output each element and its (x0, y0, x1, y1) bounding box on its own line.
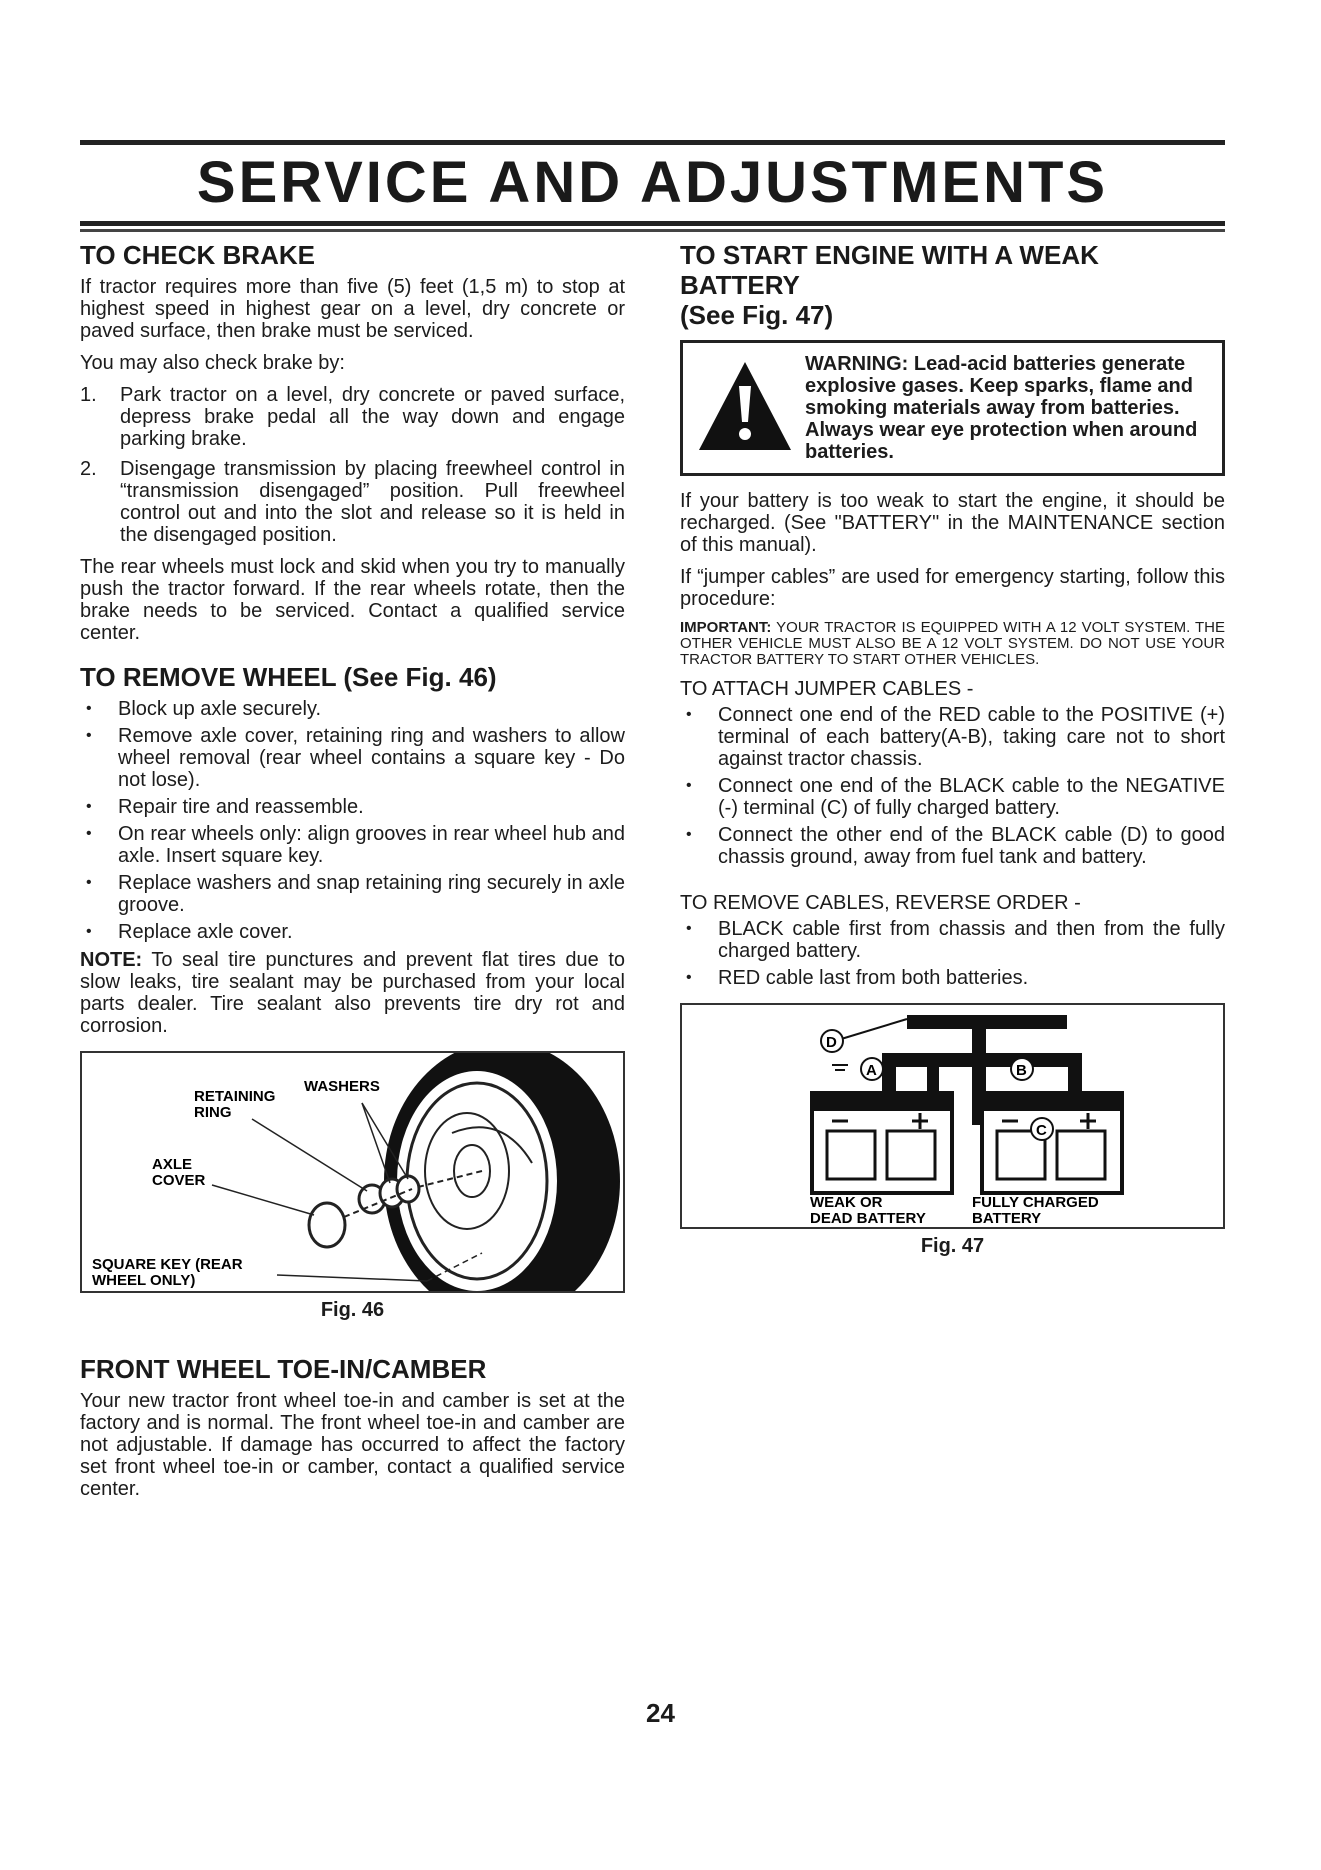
weak-battery-label-1: WEAK OR (810, 1194, 883, 1211)
check-brake-step (80, 458, 625, 546)
important-text: YOUR TRACTOR IS EQUIPPED WITH A 12 VOLT SYSTEM. THE OTHER VEHICLE MUST ALSO BE A 12 VOLT SYSTEM. DO NOT USE YOUR TRACTOR BATTERY TO START OTHER VEHICLES. (680, 619, 1225, 668)
remove-wheel-steps (80, 698, 625, 943)
wheel-only-label: WHEEL ONLY) (92, 1272, 196, 1289)
axle-cover-shape (309, 1203, 345, 1247)
attach-heading: TO ATTACH JUMPER CABLES - (680, 678, 974, 700)
charged-battery-label-1: FULLY CHARGED (972, 1194, 1099, 1211)
rim-shape (397, 1071, 557, 1291)
attach-steps (680, 704, 1225, 868)
check-brake-intro: If tractor requires more than five (5) feet (1,5 m) to stop at highest speed in highest gear on a level, dry concrete or paved surface, then brake must be serviced. (80, 276, 625, 342)
step-text: Park tractor on a level, dry concrete or paved surface, depress brake pedal all the way down and engage parking brake. (120, 384, 625, 450)
list-item: • Connect one end of the BLACK cable to the NEGATIVE (-) terminal (C) of fully charged battery. (680, 775, 1225, 819)
check-brake-step (80, 384, 625, 450)
important-notice (680, 620, 1225, 668)
square-key-label: SQUARE KEY (REAR (92, 1256, 243, 1273)
figure-47 (680, 1003, 1225, 1229)
page-number: 24 (646, 1698, 675, 1728)
check-brake-outro: The rear wheels must lock and skid when you try to manually push the tractor forward. If the rear wheels rotate, then the brake needs to be serviced. Contact a qualified service center. (80, 556, 625, 644)
figure-46-caption: Fig. 46 (320, 1299, 385, 1321)
list-item: • On rear wheels only: align grooves in rear wheel hub and axle. Insert square key. (80, 823, 625, 867)
list-item: • Replace washers and snap retaining ring securely in axle groove. (80, 872, 625, 916)
weak-battery-heading-line2: (See Fig. 47) (680, 300, 834, 330)
list-item: • Remove axle cover, retaining ring and washers to allow wheel removal (rear wheel contains a square key - Do not lose). (80, 725, 625, 791)
warning-triangle-icon (695, 358, 805, 459)
check-brake-also: You may also check brake by: (80, 352, 345, 374)
tire-sealant-note (80, 949, 625, 1037)
toe-in-heading: FRONT WHEEL TOE-IN/CAMBER (80, 1354, 487, 1384)
list-item: • BLACK cable first from chassis and then from the fully charged battery. (680, 918, 1225, 962)
wheel-removal-illustration (82, 1053, 623, 1291)
bottom-rule-thin (80, 229, 1225, 232)
list-item: • RED cable last from both batteries. (680, 967, 1225, 989)
warning-text: WARNING: Lead-acid batteries generate explosive gases. Keep sparks, flame and smoking materials away from batteries. Always wear eye protection when around batteries. (805, 353, 1198, 463)
list-item: • Replace axle cover. (80, 921, 625, 943)
weak-battery-heading-line1: TO START ENGINE WITH A WEAK BATTERY (680, 240, 1099, 300)
list-item: • Connect one end of the RED cable to the POSITIVE (+) terminal of each battery(A-B), taking care not to short against tractor chassis. (680, 704, 1225, 770)
toe-in-text: Your new tractor front wheel toe-in and camber is set at the factory and is normal. The front wheel toe-in and camber are not adjustable. If damage has occurred to affect the factory set front wheel toe-in or camber, contact a qualified service center. (80, 1390, 625, 1500)
retaining-label: RETAINING (194, 1088, 276, 1105)
important-label: IMPORTANT: (680, 619, 772, 636)
washer-shape (397, 1176, 419, 1202)
figure-47-caption: Fig. 47 (920, 1235, 985, 1257)
list-item: • Block up axle securely. (80, 698, 625, 720)
remove-wheel-heading: TO REMOVE WHEEL (See Fig. 46) (80, 662, 497, 692)
check-brake-steps (80, 384, 625, 546)
remove-cables-steps (680, 918, 1225, 989)
ring-label: RING (194, 1104, 232, 1121)
cover-label: COVER (152, 1172, 206, 1189)
label-d: D (826, 1034, 837, 1051)
label-a: A (866, 1062, 877, 1079)
left-column (80, 240, 625, 1510)
warning-box (680, 340, 1225, 476)
note-text: To seal tire punctures and prevent flat tires due to slow leaks, tire sealant may be purchased from your local parts dealer. Tire sealant also prevents tire dry rot and corrosion. (80, 949, 625, 1037)
page-title: SERVICE AND ADJUSTMENTS (196, 150, 1109, 215)
page-header (80, 140, 1225, 232)
label-c: C (1036, 1122, 1047, 1139)
bottom-rule (80, 221, 1225, 226)
note-label: NOTE: (80, 949, 143, 971)
figure-46 (80, 1051, 625, 1293)
weak-battery-label-2: DEAD BATTERY (810, 1210, 926, 1227)
weak-battery-p2: If “jumper cables” are used for emergency starting, follow this procedure: (680, 566, 1225, 610)
list-item: • Connect the other end of the BLACK cable (D) to good chassis ground, away from fuel tank and battery. (680, 824, 1225, 868)
step-number: 1. (80, 384, 97, 406)
weak-battery-p1: If your battery is too weak to start the engine, it should be recharged. (See "BATTERY" in the MAINTENANCE section of this manual). (680, 490, 1225, 556)
axle-label: AXLE (152, 1156, 193, 1173)
list-item: • Repair tire and reassemble. (80, 796, 625, 818)
jumper-cable-illustration (682, 1005, 1223, 1227)
weak-battery-heading (680, 240, 1225, 330)
charged-battery-label-2: BATTERY (972, 1210, 1042, 1227)
step-number: 2. (80, 458, 97, 480)
right-column (680, 240, 1225, 1258)
check-brake-heading: TO CHECK BRAKE (80, 240, 315, 270)
remove-cables-heading: TO REMOVE CABLES, REVERSE ORDER - (680, 892, 1081, 914)
label-b: B (1016, 1062, 1027, 1079)
washers-label: WASHERS (304, 1078, 380, 1095)
step-text: Disengage transmission by placing freewheel control in “transmission disengaged” position. Pull freewheel control out and into the slot and release so it is held in the disengaged position. (120, 458, 625, 546)
